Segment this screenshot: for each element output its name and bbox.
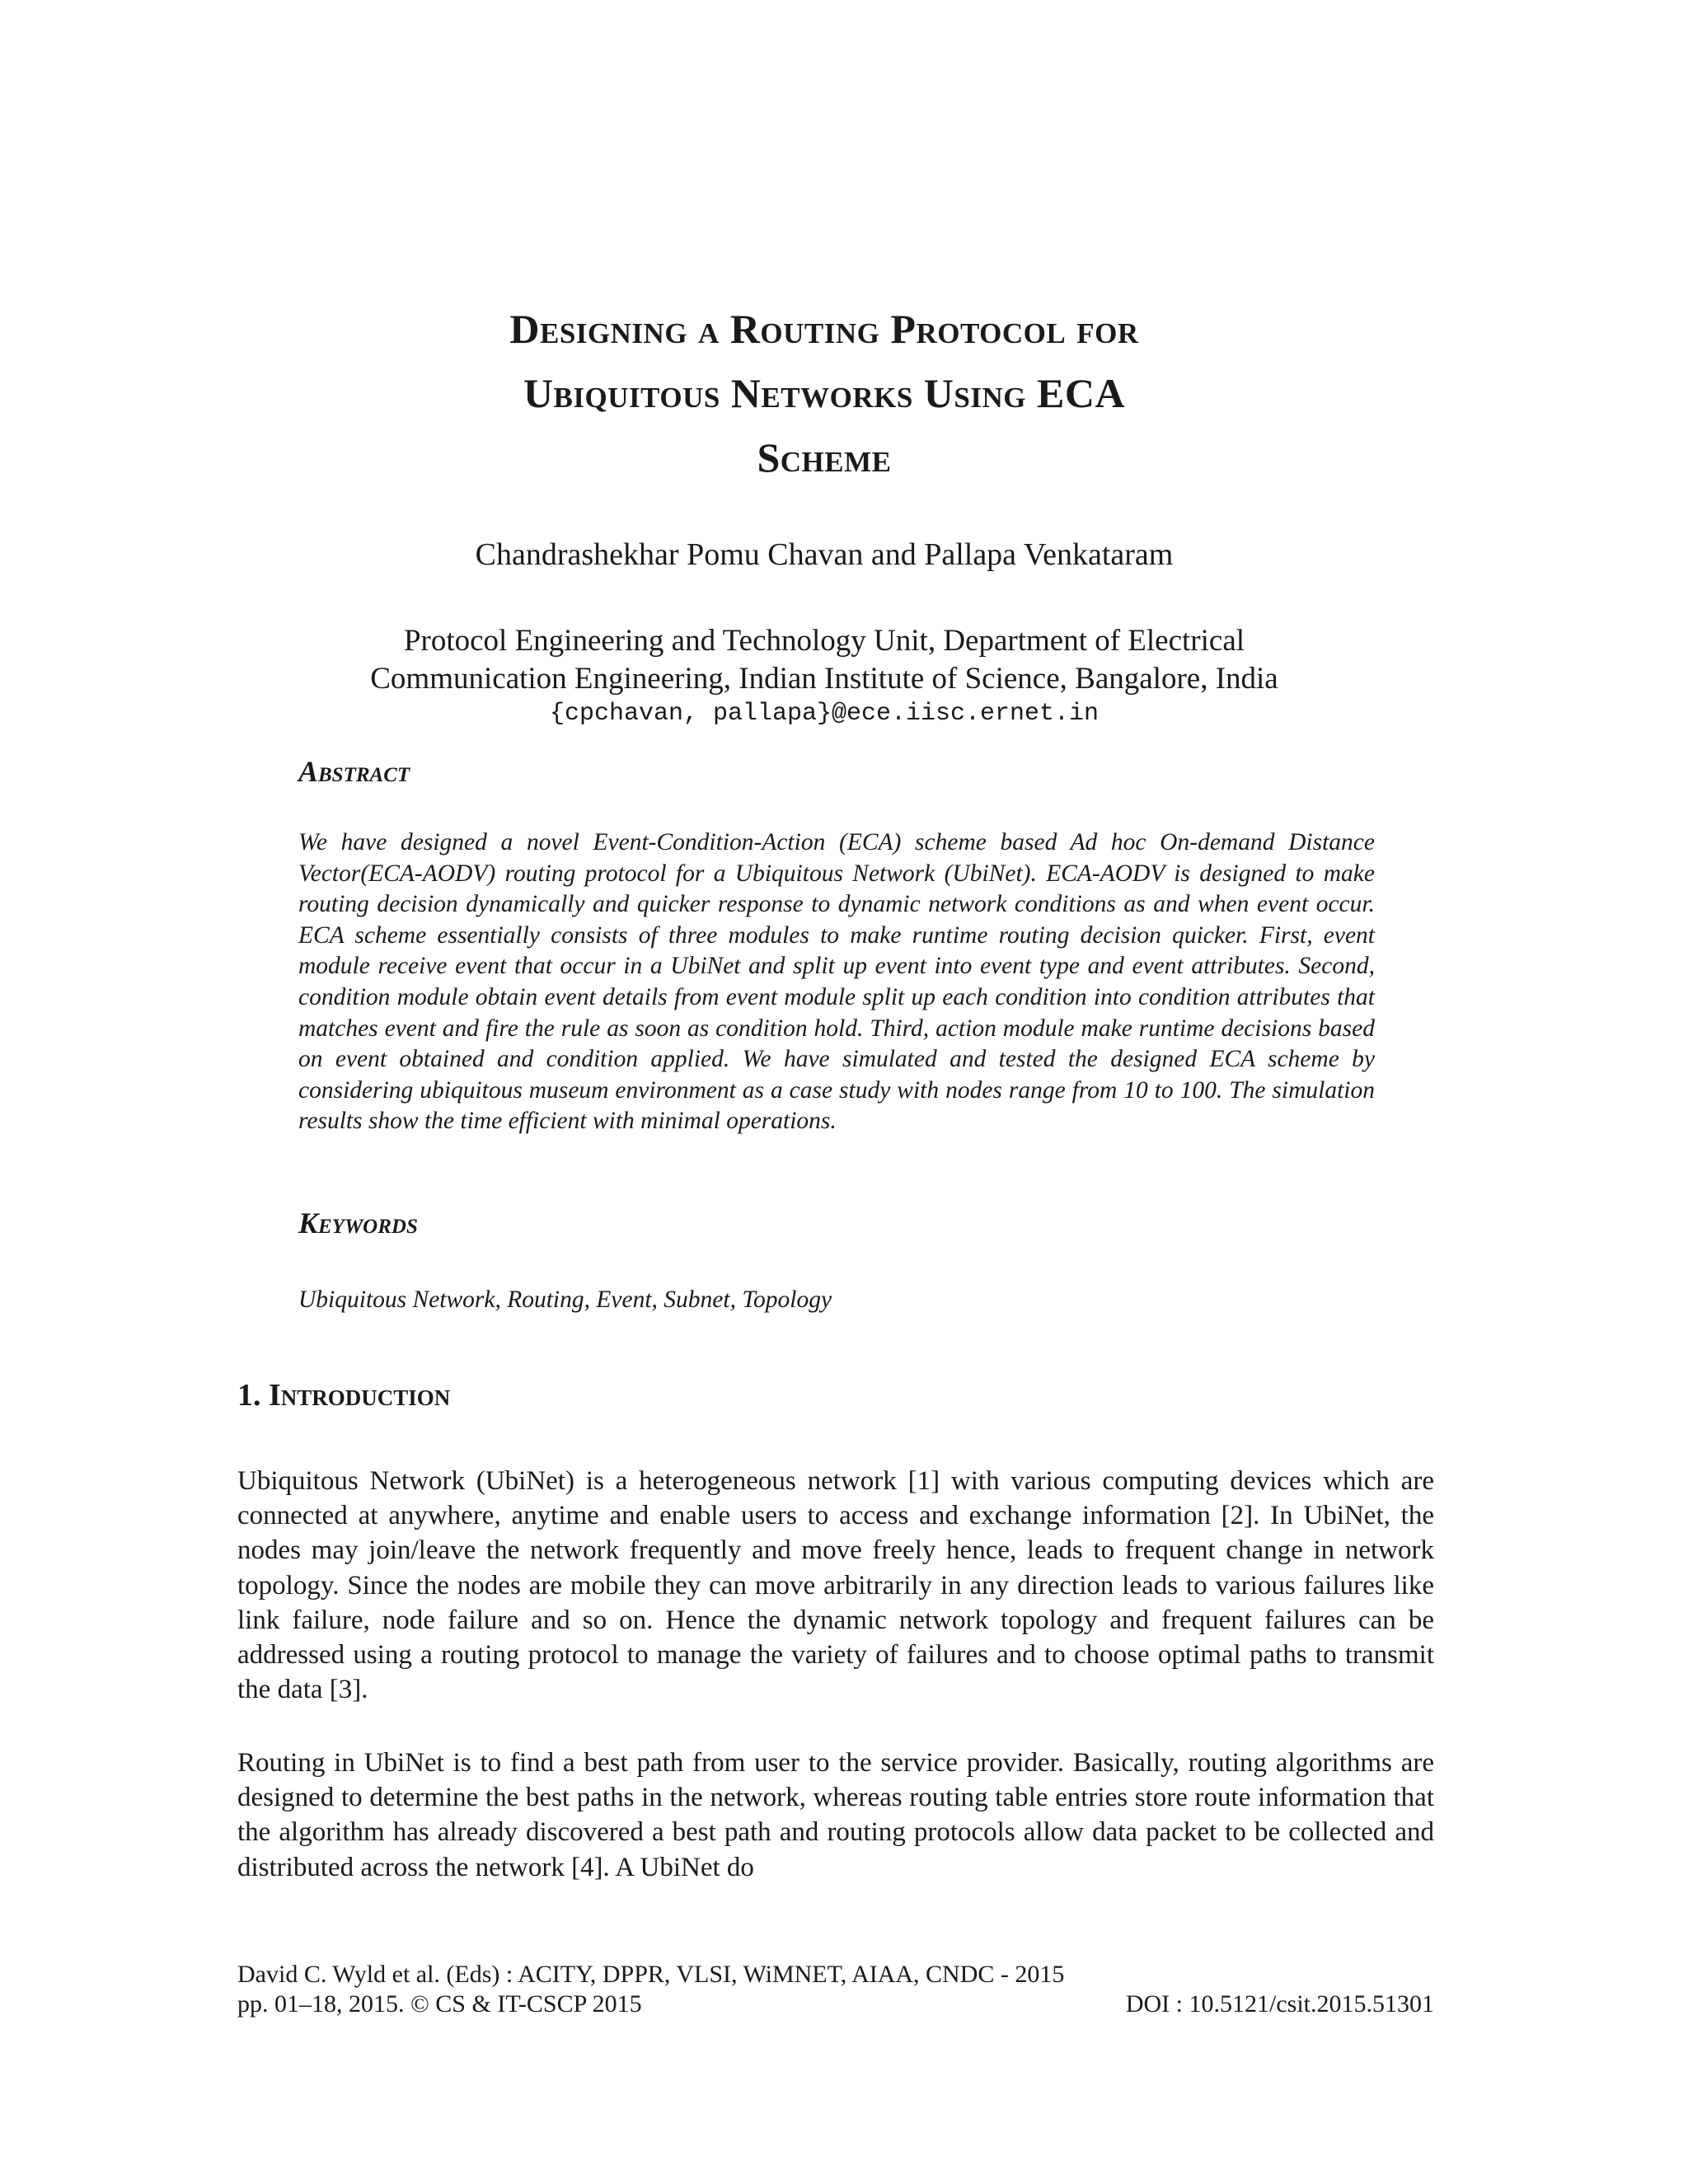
footer-pages: pp. 01–18, 2015. © CS & IT-CSCP 2015 <box>237 1990 642 2018</box>
footer-doi: DOI : 10.5121/csit.2015.51301 <box>1125 1990 1434 2018</box>
introduction-heading: 1. Introduction <box>237 1378 451 1413</box>
keywords-text: Ubiquitous Network, Routing, Event, Subnet, Topology <box>298 1286 832 1313</box>
abstract-text: We have designed a novel Event-Condition-Action (ECA) scheme based Ad hoc On-demand Distance Vector(ECA-AODV) routing protocol for a Ubiquitous Network (UbiNet). ECA-AODV is designed to make routing decision dynamically and quicker response to dynamic network conditions as and when event occur. ECA scheme essentially consists of three modules to make runtime routing decision quicker. First, event module receive event that occur in a UbiNet and split up event into event type and event attributes. Second, condition module obtain event details from event module split up each condition into condition attributes that matches event and fire the rule as soon as condition hold. Third, action module make runtime decisions based on event obtained and condition applied. We have simulated and tested the designed ECA scheme by considering ubiquitous museum environment as a case study with nodes range from 10 to 100. The simulation results show the time efficient with minimal operations. <box>298 829 1375 1135</box>
footer-proceedings: David C. Wyld et al. (Eds) : ACITY, DPPR, VLSI, WiMNET, AIAA, CNDC - 2015 <box>237 1961 1065 1988</box>
title-line-1: Designing a Routing Protocol for <box>509 306 1139 352</box>
affiliation-line-2: Communication Engineering, Indian Institute of Science, Bangalore, India <box>370 662 1278 696</box>
paper-title <box>247 297 1401 490</box>
footer-row <box>237 1990 1434 2019</box>
abstract-heading: Abstract <box>298 755 410 788</box>
affiliation-line-1: Protocol Engineering and Technology Unit, Department of Electrical <box>403 624 1245 658</box>
introduction-paragraph-1: Ubiquitous Network (UbiNet) is a heterogeneous network [1] with various computing devices which are connected at anywhere, anytime and enable users to access and exchange information [2]. In UbiNet, the nodes may join/leave the network frequently and move freely hence, leads to frequent change in network topology. Since the nodes are mobile they can move arbitrarily in any direction leads to various failures like link failure, node failure and so on. Hence the dynamic network topology and frequent failures can be addressed using a routing protocol to manage the variety of failures and to choose optimal paths to transmit the data [3]. <box>237 1466 1434 1705</box>
authors: Chandrashekhar Pomu Chavan and Pallapa Venkataram <box>475 537 1174 572</box>
introduction-paragraph-2: Routing in UbiNet is to find a best path from user to the service provider. Basically, routing algorithms are designed to determine the best paths in the network, whereas routing table entries store route information that the algorithm has already discovered a best path and routing protocols allow data packet to be collected and distributed across the network [4]. A UbiNet do <box>237 1748 1434 1882</box>
author-email: {cpchavan, pallapa}@ece.iisc.ernet.in <box>549 700 1100 728</box>
footer <box>237 1960 1434 2019</box>
title-line-2: Ubiquitous Networks Using ECA <box>523 370 1126 416</box>
affiliation <box>247 622 1401 698</box>
keywords-heading: Keywords <box>298 1207 418 1240</box>
title-line-3: Scheme <box>757 434 892 480</box>
